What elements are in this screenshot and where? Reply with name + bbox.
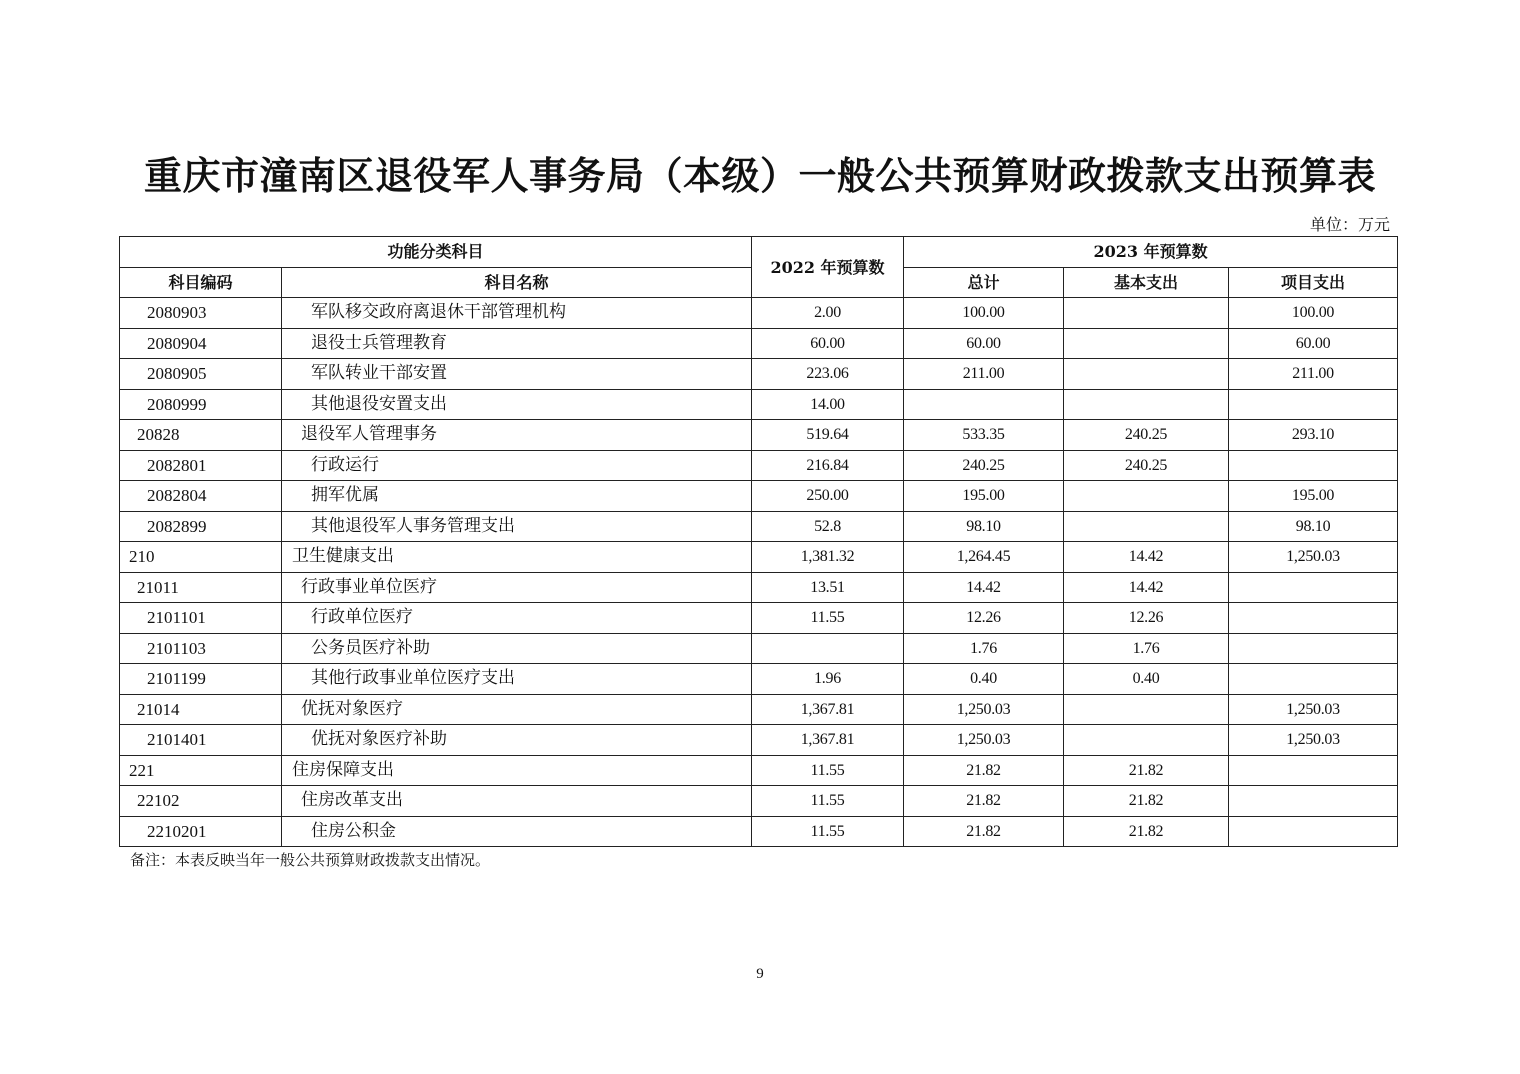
cell-name: 优抚对象医疗补助 (282, 725, 752, 756)
cell-budget-2022: 11.55 (752, 755, 904, 786)
cell-budget-2022: 14.00 (752, 389, 904, 420)
header-budget-2022: 2022 年预算数 (752, 237, 904, 298)
cell-code: 2101401 (120, 725, 282, 756)
cell-name: 其他行政事业单位医疗支出 (282, 664, 752, 695)
cell-project (1229, 755, 1398, 786)
cell-code: 2082801 (120, 450, 282, 481)
cell-total: 60.00 (904, 328, 1064, 359)
unit-label: 单位：万元 (1309, 215, 1390, 234)
table-row (120, 420, 1398, 451)
cell-basic (1064, 725, 1229, 756)
cell-total: 21.82 (904, 755, 1064, 786)
table-body (120, 298, 1398, 847)
cell-basic: 240.25 (1064, 420, 1229, 451)
cell-total: 211.00 (904, 359, 1064, 390)
cell-total: 21.82 (904, 816, 1064, 847)
cell-name: 行政运行 (282, 450, 752, 481)
cell-name: 行政单位医疗 (282, 603, 752, 634)
cell-budget-2022: 11.55 (752, 603, 904, 634)
cell-budget-2022: 11.55 (752, 816, 904, 847)
cell-total: 240.25 (904, 450, 1064, 481)
cell-total: 195.00 (904, 481, 1064, 512)
cell-name: 住房保障支出 (282, 755, 752, 786)
cell-basic: 14.42 (1064, 572, 1229, 603)
cell-project (1229, 633, 1398, 664)
cell-basic: 1.76 (1064, 633, 1229, 664)
cell-code: 21011 (120, 572, 282, 603)
header-total: 总计 (904, 267, 1064, 298)
cell-project (1229, 603, 1398, 634)
cell-name: 住房改革支出 (282, 786, 752, 817)
cell-basic (1064, 298, 1229, 329)
cell-budget-2022: 13.51 (752, 572, 904, 603)
cell-project: 1,250.03 (1229, 542, 1398, 573)
cell-project (1229, 786, 1398, 817)
table-row (120, 725, 1398, 756)
cell-project: 1,250.03 (1229, 694, 1398, 725)
cell-code: 20828 (120, 420, 282, 451)
cell-total (904, 389, 1064, 420)
cell-budget-2022: 519.64 (752, 420, 904, 451)
table-row (120, 755, 1398, 786)
cell-project: 195.00 (1229, 481, 1398, 512)
table-row (120, 298, 1398, 329)
cell-name: 军队移交政府离退休干部管理机构 (282, 298, 752, 329)
cell-name: 住房公积金 (282, 816, 752, 847)
table-header (120, 237, 1398, 298)
cell-name: 其他退役军人事务管理支出 (282, 511, 752, 542)
cell-project: 293.10 (1229, 420, 1398, 451)
cell-total: 1,250.03 (904, 725, 1064, 756)
header-project: 项目支出 (1229, 267, 1398, 298)
cell-total: 14.42 (904, 572, 1064, 603)
cell-project (1229, 572, 1398, 603)
cell-code: 2080905 (120, 359, 282, 390)
table-row (120, 816, 1398, 847)
footnote: 备注：本表反映当年一般公共预算财政拨款支出情况。 (130, 851, 491, 869)
cell-total: 12.26 (904, 603, 1064, 634)
table-row (120, 572, 1398, 603)
cell-project (1229, 664, 1398, 695)
cell-basic (1064, 359, 1229, 390)
table-row (120, 450, 1398, 481)
page-title: 重庆市潼南区退役军人事务局（本级）一般公共预算财政拨款支出预算表 (143, 153, 1376, 198)
cell-total: 1,264.45 (904, 542, 1064, 573)
table-row (120, 359, 1398, 390)
cell-code: 21014 (120, 694, 282, 725)
cell-budget-2022: 223.06 (752, 359, 904, 390)
table-row (120, 786, 1398, 817)
cell-total: 21.82 (904, 786, 1064, 817)
cell-budget-2022: 1.96 (752, 664, 904, 695)
cell-code: 2101101 (120, 603, 282, 634)
cell-code: 2080904 (120, 328, 282, 359)
cell-basic (1064, 511, 1229, 542)
header-code: 科目编码 (120, 267, 282, 298)
cell-project (1229, 389, 1398, 420)
cell-code: 2080903 (120, 298, 282, 329)
table-row (120, 694, 1398, 725)
cell-code: 210 (120, 542, 282, 573)
header-basic: 基本支出 (1064, 267, 1229, 298)
cell-code: 2101103 (120, 633, 282, 664)
cell-name: 退役士兵管理教育 (282, 328, 752, 359)
table-row (120, 481, 1398, 512)
table-row (120, 389, 1398, 420)
cell-total: 1,250.03 (904, 694, 1064, 725)
table-row (120, 328, 1398, 359)
cell-code: 2080999 (120, 389, 282, 420)
cell-basic: 21.82 (1064, 755, 1229, 786)
cell-total: 533.35 (904, 420, 1064, 451)
cell-project: 100.00 (1229, 298, 1398, 329)
cell-name: 公务员医疗补助 (282, 633, 752, 664)
cell-basic: 21.82 (1064, 816, 1229, 847)
table-row (120, 511, 1398, 542)
cell-name: 退役军人管理事务 (282, 420, 752, 451)
cell-budget-2022: 1,367.81 (752, 725, 904, 756)
cell-name: 拥军优属 (282, 481, 752, 512)
cell-total: 98.10 (904, 511, 1064, 542)
cell-total: 100.00 (904, 298, 1064, 329)
cell-basic: 12.26 (1064, 603, 1229, 634)
cell-name: 军队转业干部安置 (282, 359, 752, 390)
cell-project (1229, 450, 1398, 481)
table-row (120, 664, 1398, 695)
page-number: 9 (756, 966, 764, 982)
cell-name: 行政事业单位医疗 (282, 572, 752, 603)
cell-code: 221 (120, 755, 282, 786)
cell-project: 1,250.03 (1229, 725, 1398, 756)
table-row (120, 603, 1398, 634)
header-function-group: 功能分类科目 (120, 237, 752, 268)
cell-basic: 21.82 (1064, 786, 1229, 817)
cell-code: 22102 (120, 786, 282, 817)
cell-budget-2022: 250.00 (752, 481, 904, 512)
header-budget-2023-group: 2023 年预算数 (904, 237, 1398, 268)
cell-name: 卫生健康支出 (282, 542, 752, 573)
cell-basic (1064, 328, 1229, 359)
cell-basic: 0.40 (1064, 664, 1229, 695)
header-name: 科目名称 (282, 267, 752, 298)
table-row (120, 542, 1398, 573)
cell-budget-2022: 1,367.81 (752, 694, 904, 725)
cell-budget-2022: 2.00 (752, 298, 904, 329)
cell-budget-2022: 52.8 (752, 511, 904, 542)
cell-basic (1064, 694, 1229, 725)
cell-budget-2022 (752, 633, 904, 664)
budget-table (119, 236, 1398, 847)
cell-basic (1064, 481, 1229, 512)
cell-total: 1.76 (904, 633, 1064, 664)
cell-budget-2022: 60.00 (752, 328, 904, 359)
table-row (120, 633, 1398, 664)
cell-project: 60.00 (1229, 328, 1398, 359)
cell-basic (1064, 389, 1229, 420)
cell-project (1229, 816, 1398, 847)
cell-project: 98.10 (1229, 511, 1398, 542)
cell-budget-2022: 11.55 (752, 786, 904, 817)
cell-basic: 240.25 (1064, 450, 1229, 481)
cell-name: 优抚对象医疗 (282, 694, 752, 725)
cell-name: 其他退役安置支出 (282, 389, 752, 420)
cell-code: 2101199 (120, 664, 282, 695)
cell-total: 0.40 (904, 664, 1064, 695)
cell-budget-2022: 1,381.32 (752, 542, 904, 573)
cell-code: 2210201 (120, 816, 282, 847)
cell-basic: 14.42 (1064, 542, 1229, 573)
cell-code: 2082899 (120, 511, 282, 542)
cell-project: 211.00 (1229, 359, 1398, 390)
cell-code: 2082804 (120, 481, 282, 512)
cell-budget-2022: 216.84 (752, 450, 904, 481)
